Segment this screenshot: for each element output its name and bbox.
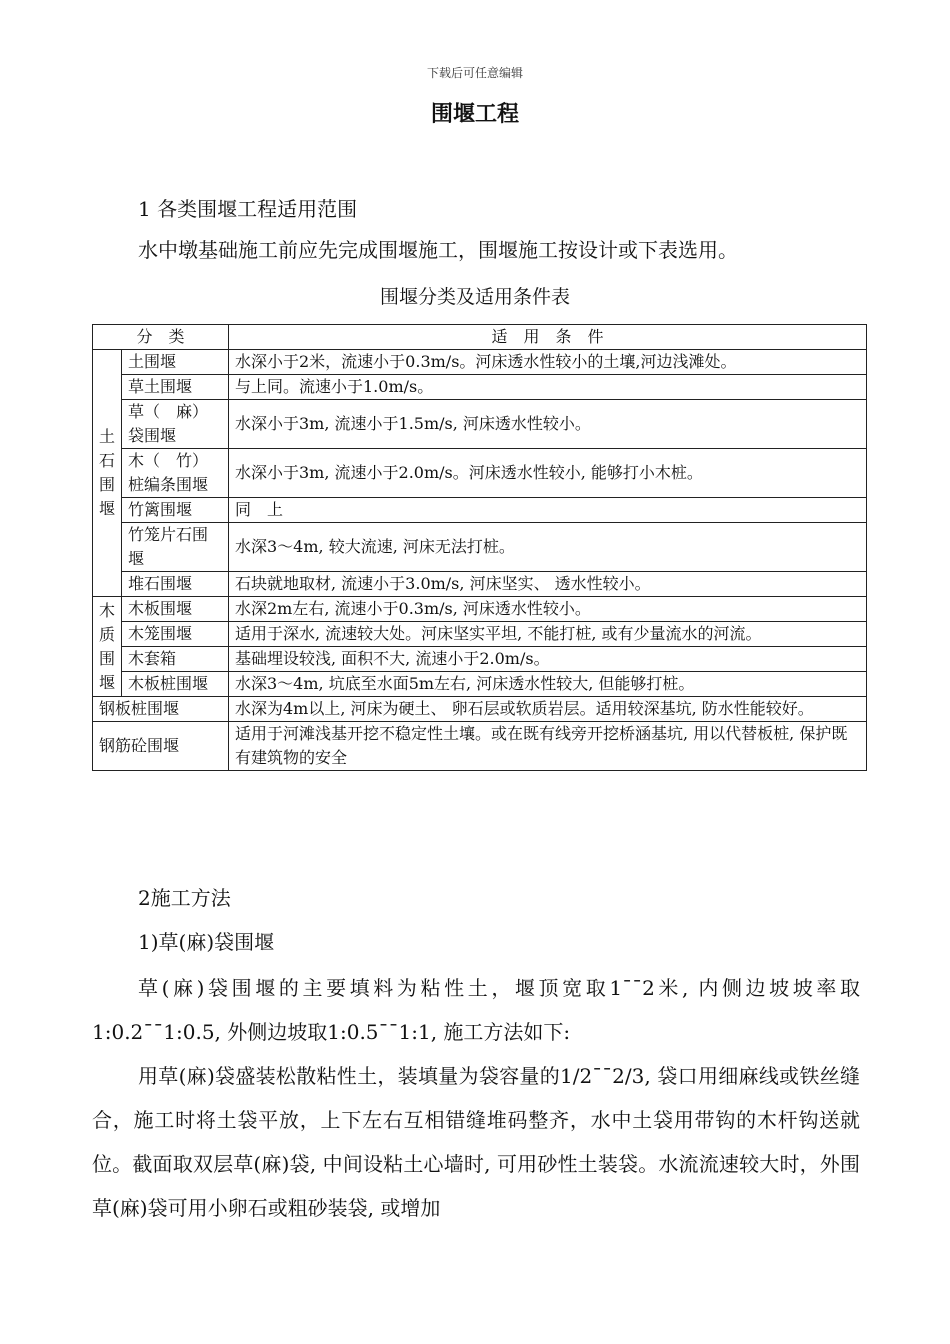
row-name: 木套箱: [122, 647, 229, 672]
row-condition: 与上同。流速小于1.0m/s。: [229, 375, 867, 400]
table-row: [93, 523, 867, 572]
table-row: [93, 572, 867, 597]
row-condition: 石块就地取材, 流速小于3.0m/s, 河床坚实、 透水性较小。: [229, 572, 867, 597]
row-condition: 水深小于3m, 流速小于1.5m/s, 河床透水性较小。: [229, 400, 867, 449]
body-paragraph-1: 草(麻)袋围堰的主要填料为粘性土，堰顶宽取1¯¯2米, 内侧边坡坡率取1:0.2¯¯1:0.5, 外侧边坡取1:0.5¯¯1:1, 施工方法如下:: [92, 976, 860, 1044]
document-title: 围堰工程: [430, 102, 519, 127]
row-name: 堆石围堰: [122, 572, 229, 597]
row-name: 草土围堰: [122, 375, 229, 400]
section-heading-1: 1 各类围堰工程适用范围: [138, 197, 358, 221]
row-condition: 水深为4m以上, 河床为硬土、 卵石层或软质岩层。适用较深基坑, 防水性能较好。: [229, 697, 867, 722]
row-condition: 水深3～4m, 坑底至水面5m左右, 河床透水性较大, 但能够打桩。: [229, 672, 867, 697]
cofferdam-table: [92, 324, 867, 771]
table-row: [93, 449, 867, 498]
table-row: [93, 722, 867, 771]
row-condition: 基础埋设较浅, 面积不大, 流速小于2.0m/s。: [229, 647, 867, 672]
page-header: 下载后可任意编辑: [426, 66, 523, 80]
row-name: 木笼围堰: [122, 622, 229, 647]
row-condition: 水深2m左右, 流速小于0.3m/s, 河床透水性较小。: [229, 597, 867, 622]
row-name: 钢板桩围堰: [93, 697, 229, 722]
table-row: [93, 647, 867, 672]
row-name: 木板围堰: [122, 597, 229, 622]
header-category: 分 类: [93, 325, 229, 350]
row-name: 钢筋砼围堰: [93, 722, 229, 771]
row-name: 土围堰: [122, 350, 229, 375]
row-condition: 适用于深水, 流速较大处。河床坚实平坦, 不能打桩, 或有少量流水的河流。: [229, 622, 867, 647]
row-condition: 水深3～4m, 较大流速, 河床无法打桩。: [229, 523, 867, 572]
row-condition: 适用于河滩浅基开挖不稳定性土壤。或在既有线旁开挖桥涵基坑, 用以代替板桩, 保护既有建筑物的安全: [229, 722, 867, 771]
row-condition: 水深小于2米，流速小于0.3m/s。河床透水性较小的土壤,河边浅滩处。: [229, 350, 867, 375]
section-heading-2: 2施工方法: [138, 886, 231, 910]
table-row: [93, 697, 867, 722]
group-label-earth-stone: 土石围堰: [93, 350, 122, 597]
table-header-row: [93, 325, 867, 350]
table-row: [93, 622, 867, 647]
subsection-heading: 1)草(麻)袋围堰: [138, 930, 275, 954]
table-row: [93, 400, 867, 449]
header-conditions: 适 用 条 件: [229, 325, 867, 350]
row-name: 草（ 麻）袋围堰: [122, 400, 229, 449]
table-caption: 围堰分类及适用条件表: [379, 286, 570, 308]
row-name: 竹笼片石围堰: [122, 523, 229, 572]
table-row: [93, 498, 867, 523]
row-name: 木板桩围堰: [122, 672, 229, 697]
row-name: 竹篱围堰: [122, 498, 229, 523]
intro-paragraph: 水中墩基础施工前应先完成围堰施工，围堰施工按设计或下表选用。: [138, 238, 738, 262]
table-row: [93, 350, 867, 375]
table-row: [93, 375, 867, 400]
table-row: [93, 597, 867, 622]
row-name: 木（ 竹）桩编条围堰: [122, 449, 229, 498]
table-row: [93, 672, 867, 697]
group-label-wood: 木质围堰: [93, 597, 122, 697]
row-condition: 同 上: [229, 498, 867, 523]
body-paragraph-2: 用草(麻)袋盛装松散粘性土，装填量为袋容量的1/2¯¯2/3, 袋口用细麻线或铁丝缝合，施工时将土袋平放，上下左右互相错缝堆码整齐，水中土袋用带钩的木杆钩送就位。截面取双层草(麻)袋, 中间设粘土心墙时, 可用砂性土装袋。水流流速较大时，外围草(麻)袋可用小卵石或粗砂装袋, 或增加: [92, 1064, 860, 1220]
row-condition: 水深小于3m, 流速小于2.0m/s。河床透水性较小, 能够打小木桩。: [229, 449, 867, 498]
